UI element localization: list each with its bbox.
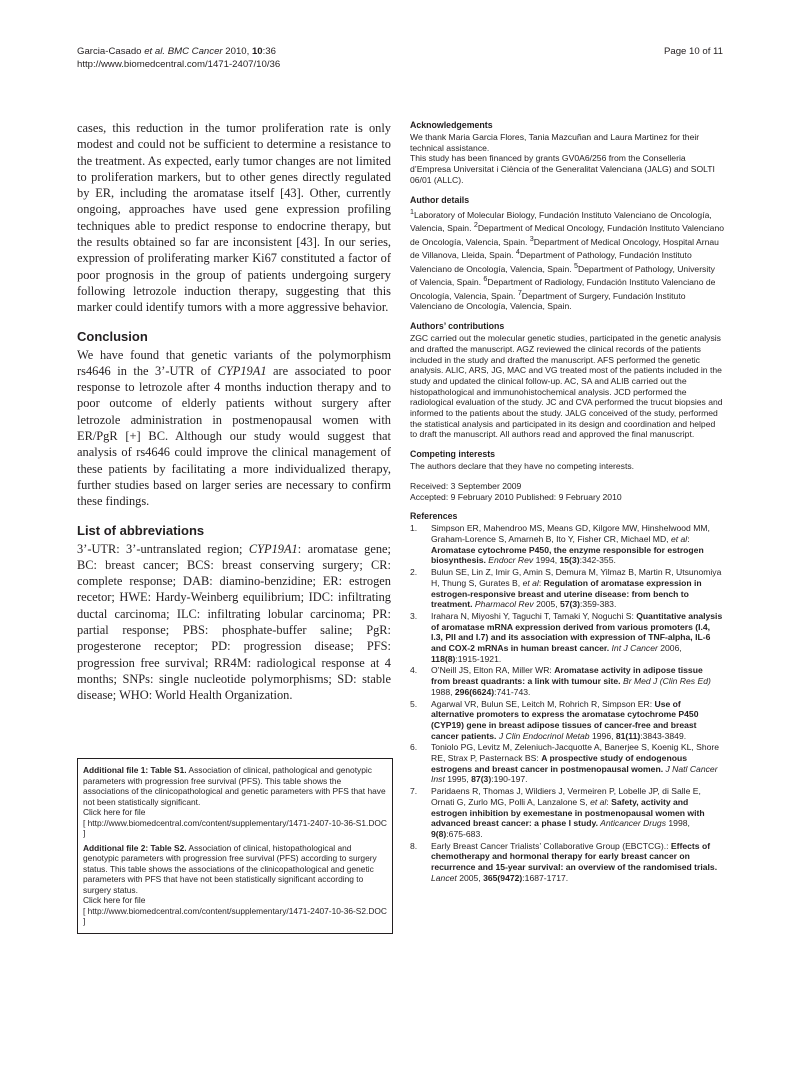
affiliation: Department of Radiology, Fundación Instituto Valenciano de Oncología, Valencia, Spain. bbox=[410, 277, 716, 301]
reference-volume: 296(6624) bbox=[454, 686, 495, 697]
reference-pages: :190-197. bbox=[491, 774, 528, 785]
reference-year: 1995, bbox=[444, 774, 472, 785]
affiliation-sup: 4 bbox=[515, 248, 520, 257]
reference-sep: : bbox=[687, 534, 690, 544]
reference-authors: Early Breast Cancer Trialists’ Collaborative Group (EBCTCG).: bbox=[431, 840, 671, 851]
reference-title: Aromatase activity in adipose tissue from breast quadrants: a link with tumour site. bbox=[431, 665, 703, 687]
reference-volume: 9(8) bbox=[431, 828, 447, 839]
author-details bbox=[410, 207, 724, 313]
reference-volume: 15(3) bbox=[559, 555, 580, 566]
reference-title: Quantitative analysis of aromatase mRNA expression derived from various promoters (I.4, I.3, PII and I.7) and its association with expression of TNF-alpha, IL-6 and COX-2 mRNAs in human breast cancer. bbox=[431, 610, 723, 654]
reference-item bbox=[410, 742, 724, 785]
acknowledgements-heading: Acknowledgements bbox=[410, 120, 493, 130]
affiliation: Department of Medical Oncology, Fundación Instituto Valenciano de Oncología, Valencia, Spain. bbox=[410, 222, 725, 247]
reference-journal: Lancet bbox=[431, 872, 457, 883]
reference-year: 1998, bbox=[666, 818, 690, 829]
reference-pages: :741-743. bbox=[494, 686, 531, 697]
reference-number: 2. bbox=[410, 567, 418, 578]
reference-authors: O’Neill JS, Elton RA, Miller WR: bbox=[431, 665, 555, 676]
reference-etal: et al bbox=[522, 577, 539, 588]
additional-files-box bbox=[77, 758, 393, 934]
additional-file-title: Additional file 1: Table S1. bbox=[83, 765, 187, 775]
file-link[interactable]: [ http://www.biomedcentral.com/content/supplementary/1471-2407-10-36-S1.DOC ] bbox=[83, 817, 387, 838]
click-here-link[interactable]: Click here for file bbox=[83, 895, 146, 905]
conclusion-paragraph bbox=[77, 347, 391, 510]
additional-file-desc: Association of clinical, histopathological and genotypic parameters with progression free survival (PFS) according to surgery status. This table shows the associations of the clinicopathological and genetic parameters with PFS that have not been statistically significant according to surgery status. bbox=[83, 842, 377, 895]
additional-file-title: Additional file 2: Table S2. bbox=[83, 842, 187, 853]
reference-year: 2005, bbox=[533, 599, 560, 610]
reference-year: 1994, bbox=[533, 555, 560, 566]
header-journal: BMC Cancer bbox=[167, 46, 223, 57]
header-etal: et al. bbox=[144, 46, 166, 57]
abbreviations-heading: List of abbreviations bbox=[77, 522, 205, 538]
reference-list bbox=[410, 523, 724, 883]
header-year: 2010, bbox=[225, 46, 250, 57]
reference-item bbox=[410, 567, 724, 610]
reference-item bbox=[410, 665, 724, 697]
reference-title: Safety, activity and estrogen inhibition by exemestane in postmenopausal women with advanced breast cancer: a phase I study. bbox=[431, 796, 705, 829]
reference-number: 6. bbox=[410, 742, 418, 753]
reference-number: 8. bbox=[410, 840, 418, 851]
reference-number: 3. bbox=[410, 610, 418, 621]
click-here-link[interactable]: Click here for file bbox=[83, 807, 146, 817]
reference-pages: :3843-3849. bbox=[640, 730, 687, 741]
contributions-text: ZGC carried out the molecular genetic studies, participated in the genetic analysis and drafted the manuscript. AGZ reviewed the clinical records of the patients included in the study and drafted the manuscript. AFS performed the genetic analysis. ALIC, ARS, JG, MAC and VG treated most of the patients included in the study and updated the clinical follow-up. AC, SA and ALIB carried out the histopathological and immunohistochemical analysis. JCD performed the radiological evaluation of the study. JC and CVA performed the trucut biopsies and informed to the patients about the study. JALG conceived of the study, performed the statistical analysis and participated in its design and coordination and helped to draft the manuscript. All authors read and approved the final manuscript. bbox=[410, 333, 723, 440]
reference-authors: Paridaens R, Thomas J, Wildiers J, Vermeiren P, Lobelle JP, di Salle E, Ornati G, Zurlo MG, Polli A, Lanzalone S, bbox=[431, 786, 701, 807]
reference-pages: :342-355. bbox=[579, 555, 616, 566]
accepted-date: Accepted: 9 February 2010 Published: 9 February 2010 bbox=[410, 491, 622, 502]
reference-pages: :1915-1921. bbox=[455, 653, 502, 664]
reference-year: 2006, bbox=[657, 643, 682, 654]
reference-pages: :1687-1717. bbox=[522, 872, 569, 883]
left-column bbox=[77, 120, 391, 704]
reference-volume: 57(3) bbox=[559, 599, 581, 610]
conclusion-heading: Conclusion bbox=[77, 328, 148, 344]
affiliation-sup: 5 bbox=[574, 261, 579, 270]
affiliation: Department of Medical Oncology, Hospital Arnau de Villanova, Lleida, Spain. bbox=[410, 236, 719, 261]
reference-number: 1. bbox=[410, 523, 418, 534]
references-heading: References bbox=[410, 511, 458, 522]
reference-title: Aromatase cytochrome P450, the enzyme responsible for estrogen biosynthesis. bbox=[431, 544, 704, 566]
reference-volume: 118(8) bbox=[431, 653, 456, 664]
reference-item bbox=[410, 611, 724, 665]
additional-file-2 bbox=[83, 843, 387, 927]
reference-authors: Toniolo PG, Levitz M, Zeleniuch-Jacquotte A, Banerjee S, Koenig KL, Shore RE, Strax P, Pasternack BS: bbox=[431, 742, 720, 764]
reference-journal: Br Med J (Clin Res Ed) bbox=[620, 676, 711, 687]
conclusion-text-b: are associated to poor response to letrozole after 4 months induction therapy and to poor outcome of elderly patients without surgery after letrozole administration in postmenopausal women with ER/PgR [+] BC. Although our study would suggest that analysis of rs4646 could improve the clinical management of these patients by facilitating a more individualized therapy, further studies based on larger series are necessary to confirm these findings. bbox=[77, 363, 391, 509]
reference-pages: :359-383. bbox=[580, 599, 617, 610]
reference-volume: 365(9472) bbox=[483, 872, 523, 883]
reference-number: 5. bbox=[410, 698, 418, 709]
funding-text: This study has been financed by grants GV0A6/256 from the Conselleria d’Empresa Universitat i Ciència of the Generalitat Valenciana (JALG) and SOLTI 06/01 (ALLC). bbox=[410, 153, 715, 185]
reference-pages: :675-683. bbox=[446, 828, 483, 839]
additional-file-description bbox=[83, 843, 387, 896]
reference-item bbox=[410, 523, 724, 566]
affiliation: Laboratory of Molecular Biology, Fundación Instituto Valenciano de Oncología, Valencia, Spain. bbox=[410, 209, 712, 233]
competing-interests-heading: Competing interests bbox=[410, 449, 496, 460]
acknowledgements-text: We thank Maria Garcia Flores, Tania Mazcuñan and Laura Martinez for their technical assistance. bbox=[410, 132, 700, 153]
abbrev-text-a: 3’-UTR: 3’-untranslated region; bbox=[77, 541, 249, 556]
additional-file-1 bbox=[83, 765, 387, 839]
reference-title: Effects of chemotherapy and hormonal therapy for early breast cancer on recurrence and 15-year survival: an overview of the randomised trials. bbox=[431, 840, 718, 873]
affiliation-sup: 1 bbox=[410, 207, 414, 216]
reference-year: 2005, bbox=[456, 872, 484, 883]
reference-volume: 81(11) bbox=[615, 730, 641, 741]
reference-title: Use of alternative promoters to express the aromatase cytochrome P450 (CYP19) gene in breast adipose tissues of cancer-free and breast cancer patients. bbox=[431, 698, 699, 741]
reference-authors: Bulun SE, Lin Z, Imir G, Amin S, Demura M, Yilmaz B, Martin R, Utsunomiya H, Thung S, Gurates B, bbox=[431, 567, 722, 588]
additional-file-desc: Association of clinical, pathological and genotypic parameters with progression free survival (PFS). This table shows the associations of the clinicopathological and genetic parameters with PFS that have not been statistically significant. bbox=[83, 765, 386, 807]
right-column bbox=[410, 120, 724, 885]
gene-name: CYP19A1 bbox=[217, 363, 267, 378]
reference-journal: Pharmacol Rev bbox=[472, 599, 534, 610]
reference-authors: Irahara N, Miyoshi Y, Taguchi T, Tamaki Y, Noguchi S: bbox=[431, 610, 637, 621]
affiliation: Department of Surgery, Fundación Instituto Valenciano de Oncología, Valencia, Spain. bbox=[410, 290, 686, 312]
header-article: :36 bbox=[262, 46, 276, 57]
additional-file-description bbox=[83, 765, 387, 807]
affiliation-sup: 3 bbox=[529, 234, 534, 243]
affiliation-sup: 2 bbox=[473, 221, 478, 230]
affiliation: Department of Pathology, University of Valencia, Spain. bbox=[410, 263, 715, 288]
competing-interests-text: The authors declare that they have no competing interests. bbox=[410, 461, 635, 472]
reference-year: 1988, bbox=[431, 686, 455, 697]
reference-authors: Simpson ER, Mahendroo MS, Means GD, Kilgore MW, Hinshelwood MM, Graham-Lorence S, Amarneh B, Ito Y, Fisher CR, Michael MD, bbox=[431, 523, 710, 544]
contributions-heading: Authors’ contributions bbox=[410, 321, 505, 332]
reference-number: 4. bbox=[410, 665, 418, 676]
reference-etal: et al bbox=[670, 534, 688, 544]
header-authors: Garcia-Casado bbox=[77, 46, 142, 57]
abbrev-text-b: : aromatase gene; BC: breast cancer; BCS: breast conserving surgery; CR: complete response; DAB: diamino-benzidine; ER: estrogen recetor; HWE: Hardy-Weinberg equilibrium; IDC: infiltrating ductal carcinoma; ILC: infiltrating lobular carcinoma; PR: partial response; PBS: phosphate-buffer saline; PgR: progesterone receptor; PD: progression disease; PFS: progression free survival; RR4M: radiological response at 4 months; SNPs: single nucleotide polymorphisms; SD: stable disease; WHO: World Health Organization. bbox=[77, 541, 391, 703]
reference-journal: Anticancer Drugs bbox=[598, 818, 666, 829]
conclusion-text-a: We have found that genetic variants of the polymorphism rs4646 in the 3’-UTR of bbox=[77, 347, 391, 378]
affiliation-sup: 6 bbox=[483, 275, 488, 284]
page-number: Page 10 of 11 bbox=[663, 46, 723, 57]
reference-journal: J Natl Cancer Inst bbox=[431, 763, 718, 785]
reference-volume: 87(3) bbox=[471, 774, 492, 785]
received-date: Received: 3 September 2009 bbox=[410, 480, 522, 491]
affiliation-sup: 7 bbox=[517, 288, 522, 297]
header-volume: 10 bbox=[251, 46, 263, 57]
gene-name: CYP19A1 bbox=[248, 541, 298, 556]
header-url[interactable]: http://www.biomedcentral.com/1471-2407/10/36 bbox=[77, 59, 281, 70]
reference-year: 1996, bbox=[589, 730, 616, 741]
discussion-paragraph: cases, this reduction in the tumor proliferation rate is only modest and could not be sufficient to determine a resistance to the treatment. As expected, early tumor changes are not limited to proliferation markers, but to other genes directly regulated by ER, including the aromatase itself [43]. Other, currently ongoing, approaches have used gene expression profiling techniques able to predict response to endocrine therapy, but the results obtained so far are inconsistent [43]. In our series, expression of proliferating marker Ki67 constituted a factor of poor prognosis in the group of patients undergoing surgery following letrozole induction therapy, suggesting that this marker could identify tumors with a more aggressive behavior. bbox=[77, 121, 391, 315]
reference-item bbox=[410, 786, 724, 840]
reference-journal: Int J Cancer bbox=[609, 643, 658, 654]
reference-sep: : bbox=[538, 577, 544, 588]
dates-block bbox=[410, 481, 724, 502]
citation-line bbox=[77, 45, 723, 58]
reference-journal: J Clin Endocrinol Metab bbox=[496, 730, 590, 741]
reference-item bbox=[410, 699, 724, 742]
reference-journal: Endocr Rev bbox=[485, 555, 534, 566]
affiliation: Department of Pathology, Fundación Instituto Valenciano de Oncología, Valencia, Spain. bbox=[410, 250, 692, 274]
author-details-heading: Author details bbox=[410, 194, 470, 205]
reference-etal: et al bbox=[590, 796, 607, 807]
reference-number: 7. bbox=[410, 786, 418, 797]
reference-sep: : bbox=[606, 796, 612, 807]
abbreviations-paragraph bbox=[77, 541, 391, 704]
reference-item bbox=[410, 841, 724, 884]
file-link[interactable]: [ http://www.biomedcentral.com/content/supplementary/1471-2407-10-36-S2.DOC ] bbox=[83, 905, 387, 926]
reference-authors: Agarwal VR, Bulun SE, Leitch M, Rohrich R, Simpson ER: bbox=[431, 698, 655, 709]
reference-title: A prospective study of endogenous estrogens and breast cancer in postmenopausal women. bbox=[431, 753, 687, 774]
reference-title: Regulation of aromatase expression in estrogen-responsive breast and uterine disease: from bench to treatment. bbox=[431, 577, 702, 610]
page-header bbox=[77, 45, 723, 71]
